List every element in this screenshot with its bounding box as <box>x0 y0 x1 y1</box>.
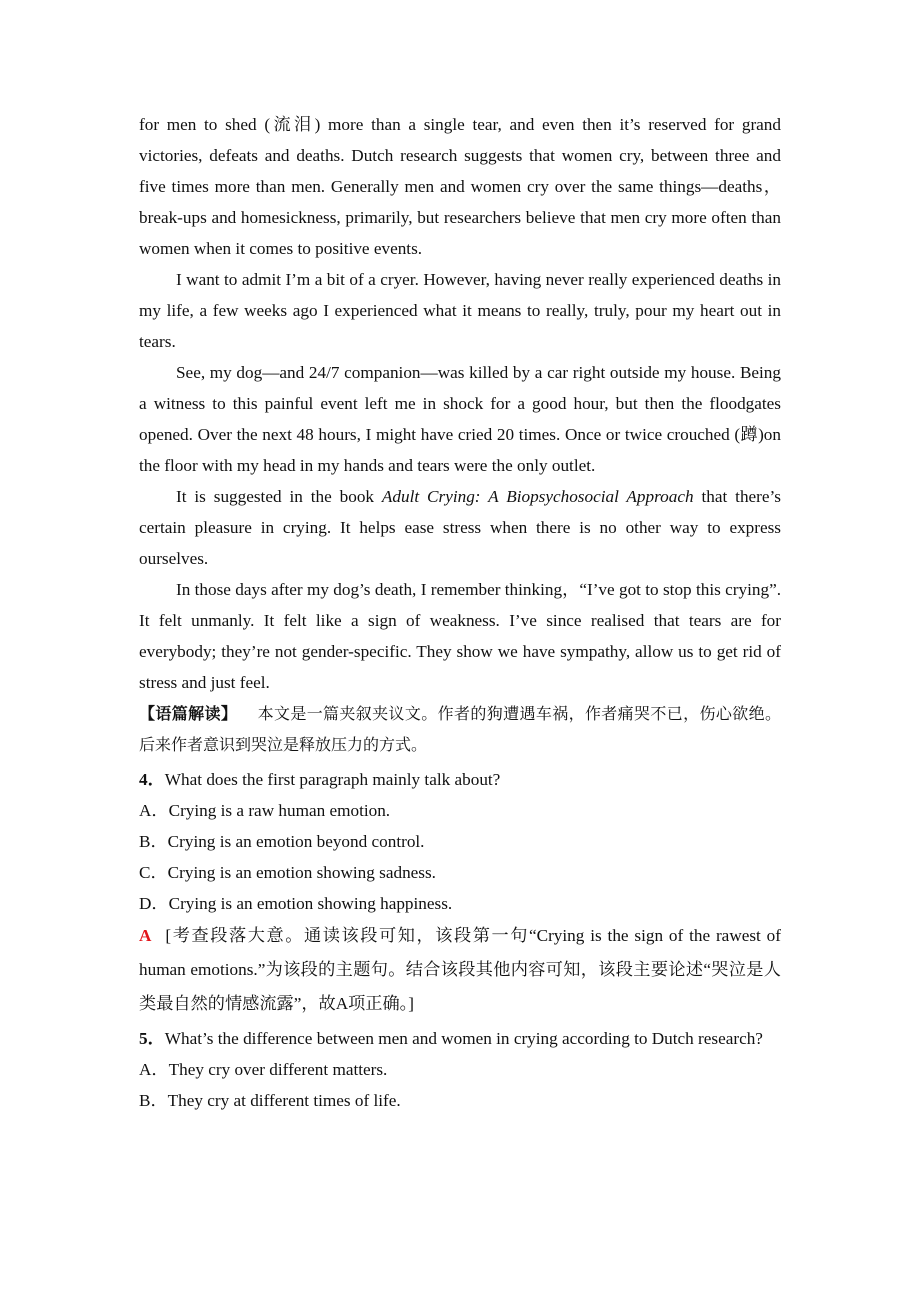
option-b <box>139 1085 781 1116</box>
passage-paragraph-2: I want to admit I’m a bit of a cryer. However, having never really experienced deaths in my life, a few weeks ago I experienced what it means to really, truly, pour my heart out in tears. <box>139 270 781 351</box>
book-title: Adult Crying: A Biopsychosocial Approach <box>381 487 694 506</box>
option-c <box>139 857 781 888</box>
passage-paragraph-4 <box>139 481 781 574</box>
option-letter: A． <box>139 1060 169 1079</box>
passage-paragraph-1: for men to shed (流泪) more than a single tear, and even then it’s reserved for grand victories, defeats and deaths. Dutch research suggests that women cry, between three and five times more than men. Generally men and women cry over the same things—deaths， break-ups and homesickness, primarily, but researchers believe that men cry more often than women when it comes to positive events. <box>139 115 781 258</box>
option-letter: B． <box>139 832 168 851</box>
analysis-label: 【语篇解读】 <box>139 704 238 723</box>
answer-explanation <box>139 919 781 1021</box>
question-prompt <box>139 1023 781 1054</box>
option-text: Crying is an emotion beyond control. <box>167 832 425 851</box>
option-letter: D． <box>139 894 169 913</box>
option-a <box>139 1054 781 1085</box>
option-d <box>139 888 781 919</box>
question-prompt <box>139 764 781 795</box>
option-text: Crying is an emotion showing happiness. <box>168 894 453 913</box>
question-text: What’s the difference between men and women in crying according to Dutch research? <box>164 1029 763 1048</box>
document-page <box>139 109 781 1116</box>
question-4 <box>139 764 781 1021</box>
question-5 <box>139 1023 781 1116</box>
option-text: They cry over different matters. <box>168 1060 388 1079</box>
option-text: Crying is an emotion showing sadness. <box>167 863 436 882</box>
passage-paragraph-3: See, my dog—and 24/7 companion—was killed by a car right outside my house. Being a witness to this painful event left me in shock for a good hour, but then the floodgates opened. Over the next 48 hours, I might have cried 20 times. Once or twice crouched (蹲)on the floor with my head in my hands and tears were the only outlet. <box>139 363 781 475</box>
answer-letter: A <box>139 926 152 945</box>
option-letter: A． <box>139 801 169 820</box>
option-letter: B． <box>139 1091 168 1110</box>
option-text: They cry at different times of life. <box>167 1091 401 1110</box>
paragraph-text-after: that there’s certain pleasure in crying. It helps ease stress when there is no other way to express ourselves. <box>139 487 781 568</box>
option-text: Crying is a raw human emotion. <box>168 801 391 820</box>
option-letter: C． <box>139 863 168 882</box>
paragraph-text-before: It is suggested in the book <box>176 487 382 506</box>
explanation-text: [考查段落大意。通读该段可知，该段第一句“Crying is the sign of the rawest of human emotions.”为该段的主题句。结合该段其他内容可知，该段主要论述“哭泣是人类最自然的情感流露”，故A项正确。] <box>139 926 781 1013</box>
passage-analysis <box>139 698 781 760</box>
question-text: What does the first paragraph mainly talk about? <box>164 770 501 789</box>
passage-paragraph-5: In those days after my dog’s death, I remember thinking，“I’ve got to stop this crying”. It felt unmanly. It felt like a sign of weakness. I’ve since realised that tears are for everybody; they’re not gender-specific. They show we have sympathy, allow us to get rid of stress and just feel. <box>139 580 781 692</box>
option-a <box>139 795 781 826</box>
analysis-text: 本文是一篇夹叙夹议文。作者的狗遭遇车祸，作者痛哭不已，伤心欲绝。后来作者意识到哭泣是释放压力的方式。 <box>139 704 781 754</box>
question-number: 4． <box>139 770 165 789</box>
question-number: 5． <box>139 1029 165 1048</box>
option-b <box>139 826 781 857</box>
